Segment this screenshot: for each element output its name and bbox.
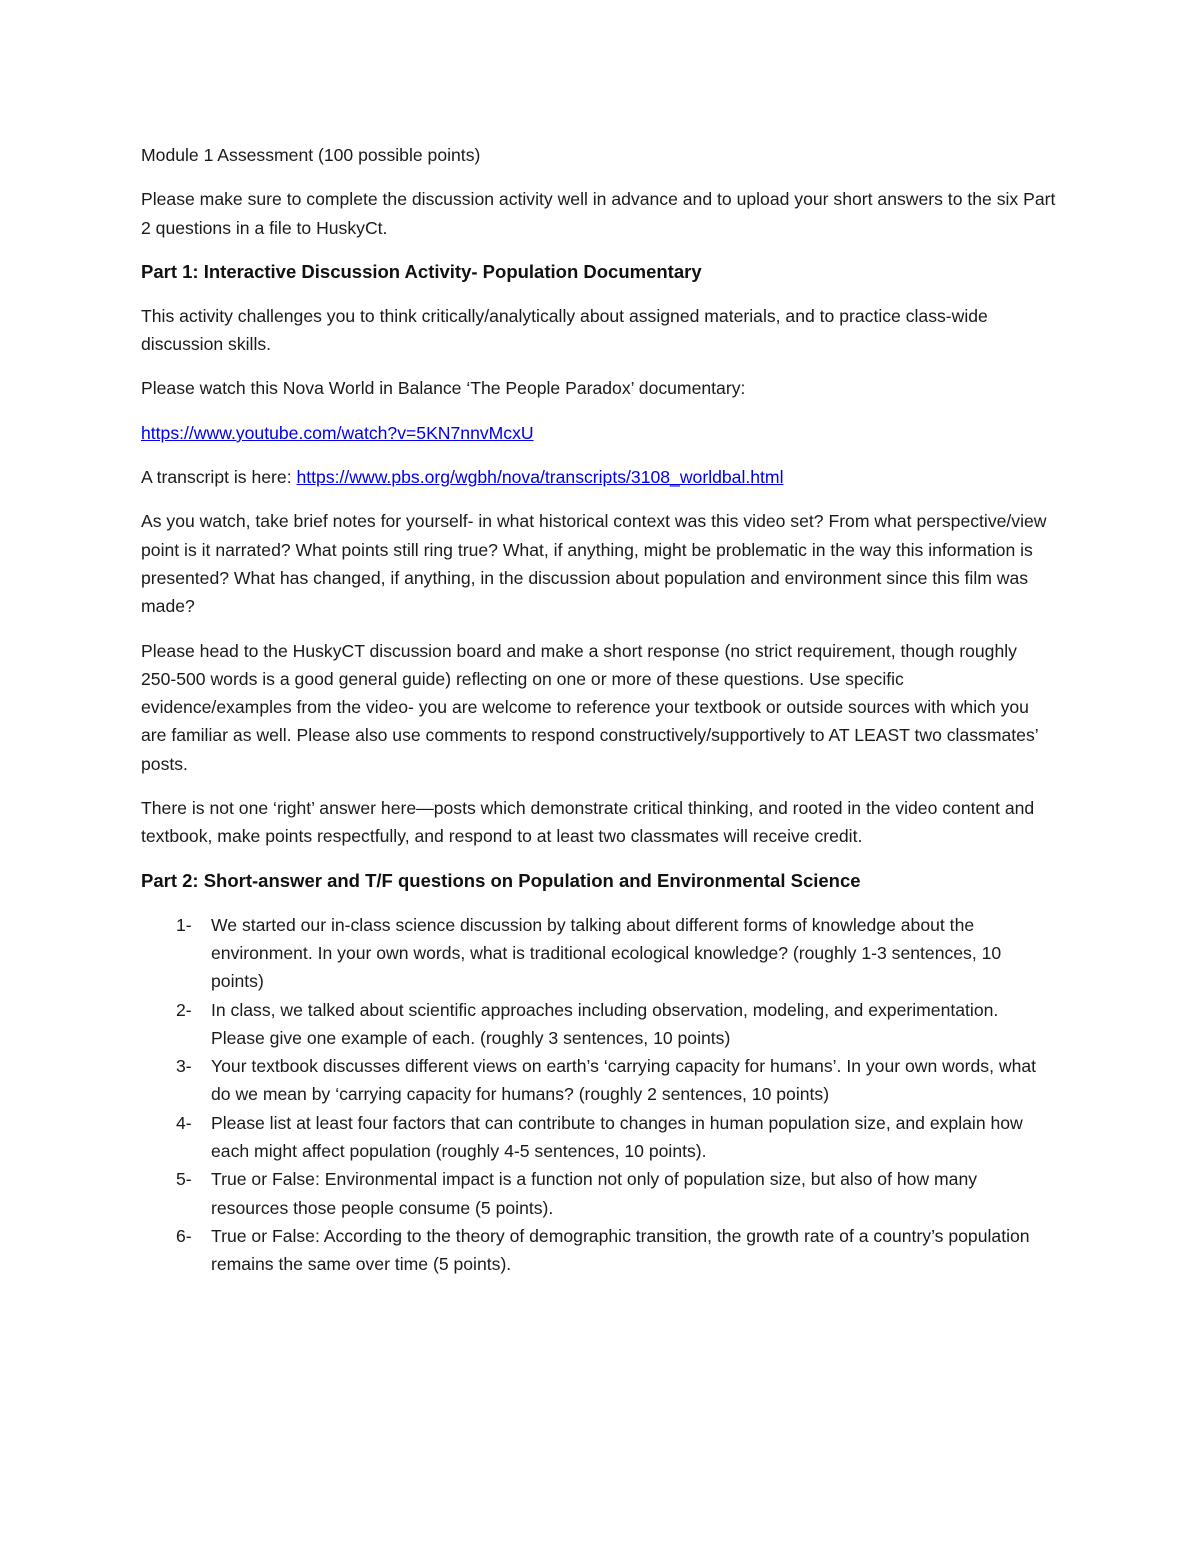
- part2-heading: Part 2: Short-answer and T/F questions on Population and Environmental Science: [141, 869, 861, 891]
- question-text: Please list at least four factors that can contribute to changes in human population size, and explain how each might affect population (roughly 4-5 sentences, 10 points).: [211, 1112, 1023, 1162]
- question-number: 6-: [176, 1225, 192, 1246]
- question-item: [141, 1109, 1056, 1166]
- document-page: [141, 141, 1056, 1279]
- question-text: We started our in-class science discussion by talking about different forms of knowledge about the environment. In your own words, what is traditional ecological knowledge? (roughly 1-3 sentences, 10 points): [211, 914, 1002, 992]
- document-title: Module 1 Assessment (100 possible points): [141, 145, 481, 165]
- video-link-line: [141, 419, 1056, 447]
- question-item: [141, 1052, 1056, 1109]
- question-text: True or False: Environmental impact is a function not only of population size, but also of how many resources those people consume (5 points).: [211, 1169, 978, 1218]
- question-text: Your textbook discusses different views on earth’s ‘carrying capacity for humans’. In your own words, what do we mean by ‘carrying capacity for humans? (roughly 2 sentences, 10 points): [211, 1056, 1037, 1105]
- question-text: True or False: According to the theory of demographic transition, the growth rate of a country’s population remains the same over time (5 points).: [211, 1225, 1030, 1275]
- question-number: 2-: [176, 999, 192, 1020]
- part1-paragraph-4: Please head to the HuskyCT discussion board and make a short response (no strict requirement, though roughly 250-500 words is a good general guide) reflecting on one or more of these questions. Use specific evidence/examples from the video- you are welcome to reference your textbook or outside sources with which you are familiar as well. Please also use comments to respond constructively/supportively to AT LEAST two classmates’ posts.: [141, 640, 1039, 774]
- transcript-line: [141, 463, 1056, 491]
- intro-paragraph: Please make sure to complete the discussion activity well in advance and to upload your short answers to the six Part 2 questions in a file to HuskyCt.: [141, 189, 1056, 238]
- question-number: 1-: [176, 914, 192, 935]
- part1-paragraph-2: Please watch this Nova World in Balance ‘The People Paradox’ documentary:: [141, 378, 746, 399]
- part1-paragraph-1: This activity challenges you to think critically/analytically about assigned materials, and to practice class-wide discussion skills.: [141, 305, 988, 355]
- question-item: [141, 996, 1056, 1053]
- question-number: 3-: [176, 1056, 192, 1077]
- question-item: [141, 911, 1056, 996]
- question-text: In class, we talked about scientific approaches including observation, modeling, and experimentation. Please give one example of each. (roughly 3 sentences, 10 points): [211, 999, 999, 1048]
- question-list: [141, 911, 1056, 1279]
- transcript-link[interactable]: https://www.pbs.org/wgbh/nova/transcripts/3108_worldbal.html: [296, 467, 784, 488]
- question-number: 5-: [176, 1169, 192, 1190]
- part1-heading: Part 1: Interactive Discussion Activity- Population Documentary: [141, 260, 702, 282]
- question-item: [141, 1165, 1056, 1222]
- transcript-label: A transcript is here:: [141, 467, 297, 488]
- video-link[interactable]: https://www.youtube.com/watch?v=5KN7nnvMcxU: [141, 422, 534, 443]
- question-number: 4-: [176, 1112, 192, 1133]
- part1-paragraph-5: There is not one ‘right’ answer here—posts which demonstrate critical thinking, and rooted in the video content and textbook, make points respectfully, and respond to at least two classmates will receive credit.: [141, 798, 1035, 847]
- part1-paragraph-3: As you watch, take brief notes for yourself- in what historical context was this video set? From what perspective/view point is it narrated? What points still ring true? What, if anything, might be problematic in the way this information is presented? What has changed, if anything, in the discussion about population and environment since this film was made?: [141, 511, 1047, 617]
- question-item: [141, 1222, 1056, 1279]
